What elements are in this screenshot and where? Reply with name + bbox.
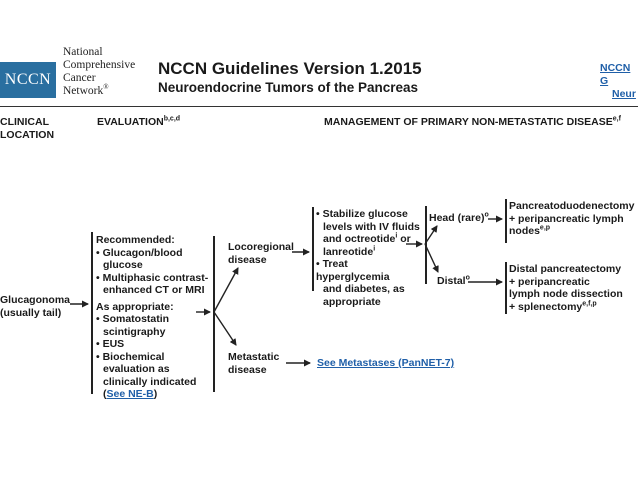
management-text: lanreotide	[323, 245, 374, 258]
surgery-line: lymph node dissection	[509, 288, 623, 300]
metastases-link[interactable]: See Metastases (PanNET-7)	[317, 357, 455, 369]
paren: (	[103, 388, 107, 400]
disease-line: disease	[228, 363, 267, 376]
list-item-cont: scintigraphy	[103, 325, 166, 338]
recommended-header: Recommended:	[96, 234, 175, 246]
right-header-line: Neur	[612, 88, 636, 100]
list-item-cont: evaluation as	[103, 363, 170, 375]
list-item-cont: glucose	[103, 259, 143, 271]
see-ne-b-link[interactable]: See NE-B	[106, 388, 154, 400]
registered-mark: ®	[103, 83, 109, 92]
management-line: • Stabilize glucose	[316, 208, 408, 220]
header-line: LOCATION	[0, 128, 55, 141]
site-head-text: Head (rare)	[429, 212, 485, 224]
org-line: National	[63, 46, 103, 58]
management-text: and octreotide	[323, 233, 396, 245]
page-title: NCCN Guidelines Version 1.2015	[158, 59, 422, 78]
footnote-ref: b,c,d	[163, 115, 181, 123]
footnote-ref: o	[465, 274, 470, 282]
logo-text: NCCN	[4, 71, 52, 88]
list-item-cont: clinically indicated	[103, 375, 197, 388]
arrow-to-head	[425, 226, 437, 244]
footnote-ref: e,f,p	[582, 300, 597, 307]
management-line: appropriate	[323, 295, 381, 308]
arrow-to-distal	[425, 244, 438, 272]
management-line: • Treat hyperglycemia	[316, 258, 390, 283]
paren: )	[153, 388, 158, 400]
management-header-text: MANAGEMENT OF PRIMARY NON-METASTATIC DISEASE	[324, 116, 613, 128]
surgery-text: nodes	[509, 225, 540, 237]
evaluation-header-text: EVALUATION	[97, 116, 164, 128]
surgery-line: Distal pancreatectomy	[509, 263, 622, 275]
management-line: levels with IV fluids	[323, 220, 420, 233]
appropriate-header: As appropriate:	[96, 300, 174, 313]
location-line: Glucagonoma	[0, 294, 71, 306]
footnote-ref: e,f	[612, 115, 621, 123]
disease-line: Metastatic	[228, 351, 280, 363]
surgery-line: + peripancreatic lymph	[509, 212, 624, 225]
arrow-to-locoregional	[214, 268, 238, 312]
arrow-to-metastatic	[214, 312, 236, 345]
footnote-ref: e,p	[539, 224, 551, 232]
location-line: (usually tail)	[0, 306, 62, 319]
page-subtitle: Neuroendocrine Tumors of the Pancreas	[158, 80, 419, 95]
surgery-line: Pancreatoduodenectomy	[509, 200, 635, 212]
org-line-text: Network	[63, 85, 104, 97]
header-line: CLINICAL	[0, 116, 49, 128]
footnote-ref: i	[373, 245, 376, 252]
list-item: • EUS	[96, 338, 125, 350]
org-line: Comprehensive	[63, 59, 136, 71]
management-text: or	[397, 233, 411, 245]
management-line: and diabetes, as	[323, 283, 405, 295]
footnote-ref: o	[484, 211, 489, 219]
list-item-cont: enhanced CT or MRI	[103, 284, 205, 296]
site-distal-text: Distal	[437, 275, 466, 287]
list-item: • Somatostatin	[96, 313, 170, 325]
org-line: Cancer	[63, 72, 96, 84]
right-header-line: NCCN G	[600, 62, 631, 87]
disease-line: Locoregional	[228, 241, 294, 253]
surgery-text: + splenectomy	[509, 300, 583, 313]
disease-line: disease	[228, 253, 267, 266]
footnote-ref: i	[395, 232, 398, 240]
list-item: • Multiphasic contrast-	[96, 271, 209, 284]
list-item: • Biochemical	[96, 350, 165, 363]
list-item: • Glucagon/blood	[96, 246, 183, 259]
surgery-line: + peripancreatic	[509, 275, 590, 288]
